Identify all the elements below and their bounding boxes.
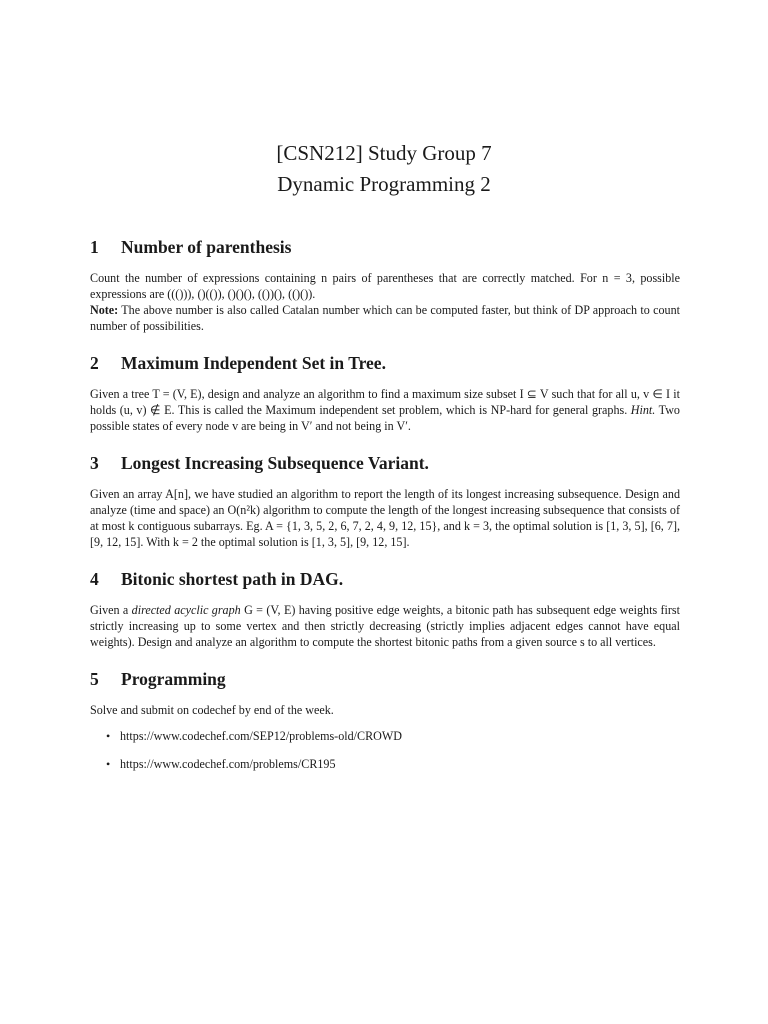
problem-link[interactable]: https://www.codechef.com/problems/CR195 xyxy=(120,757,336,771)
section-title: Number of parenthesis xyxy=(121,237,292,257)
section-number: 4 xyxy=(90,569,99,589)
note-label: Note: xyxy=(90,303,119,317)
document-body xyxy=(90,236,680,790)
section-paragraph xyxy=(90,270,680,334)
problem-link[interactable]: https://www.codechef.com/SEP12/problems-old/CROWD xyxy=(120,729,403,743)
section-4 xyxy=(90,568,680,650)
title-block xyxy=(0,138,768,200)
section-paragraph xyxy=(90,386,680,434)
note-text: The above number is also called Catalan number which can be computed faster, but think of DP approach to count number of possibilities. xyxy=(90,303,680,333)
section-1 xyxy=(90,236,680,334)
paragraph-text: Given a tree T = (V, E), design and analyze an algorithm to find a maximum size subset I ⊆ V such that for all u, v ∈ I it holds (u, v) ∉ E. This is called the Maximum independent set problem, which is NP-hard for general graphs. xyxy=(90,387,680,417)
document-title: [CSN212] Study Group 7 xyxy=(276,141,492,165)
link-list xyxy=(90,728,680,772)
hint-text: Two possible states of every node v are being in V′ and not being in V′. xyxy=(90,403,680,433)
section-title: Longest Increasing Subsequence Variant. xyxy=(121,453,429,473)
paragraph-text: Count the number of expressions containing n pairs of parentheses that are correctly matched. For n = 3, possible expressions are ((())), ()(()), ()()(), (())(), (()()). xyxy=(90,271,680,301)
emphasis-text: directed acyclic graph xyxy=(131,603,241,617)
section-paragraph: Given an array A[n], we have studied an algorithm to report the length of its longest increasing subsequence. Design and analyze (time and space) an O(n²k) algorithm to compute the length of the longest increasing subsequence that consists of at most k contiguous subarrays. Eg. A = {1, 3, 5, 2, 6, 7, 2, 4, 9, 12, 15}, and k = 3, the optimal solution is [1, 3, 5], [6, 7], [9, 12, 15]. With k = 2 the optimal solution is [1, 3, 5], [9, 12, 15]. xyxy=(90,487,680,549)
section-paragraph: Solve and submit on codechef by end of the week. xyxy=(90,703,334,717)
section-3 xyxy=(90,452,680,550)
paragraph-text: Given a xyxy=(90,603,132,617)
section-5 xyxy=(90,668,680,772)
bullet-icon: • xyxy=(106,757,111,771)
section-title: Programming xyxy=(121,669,226,689)
section-number: 2 xyxy=(90,353,99,373)
paragraph-text: G = (V, E) having positive edge weights, a bitonic path has subsequent edge weights first strictly increasing up to some vertex and then strictly decreasing (strictly implies adjacent edges cannot have equal weights). Design and analyze an algorithm to compute the shortest bitonic paths from a given source s to all vertices. xyxy=(90,603,680,649)
section-heading xyxy=(90,668,680,690)
section-heading xyxy=(90,568,680,590)
bullet-icon: • xyxy=(106,729,111,743)
section-title: Maximum Independent Set in Tree. xyxy=(121,353,386,373)
hint-label: Hint. xyxy=(630,403,656,417)
document-subtitle: Dynamic Programming 2 xyxy=(277,172,491,196)
section-heading xyxy=(90,236,680,258)
section-number: 5 xyxy=(90,669,99,689)
section-title: Bitonic shortest path in DAG. xyxy=(121,569,344,589)
section-heading xyxy=(90,352,680,374)
list-item xyxy=(90,756,680,772)
section-heading xyxy=(90,452,680,474)
section-number: 1 xyxy=(90,237,99,257)
section-2 xyxy=(90,352,680,434)
section-number: 3 xyxy=(90,453,99,473)
list-item xyxy=(90,728,680,744)
section-paragraph xyxy=(90,602,680,650)
